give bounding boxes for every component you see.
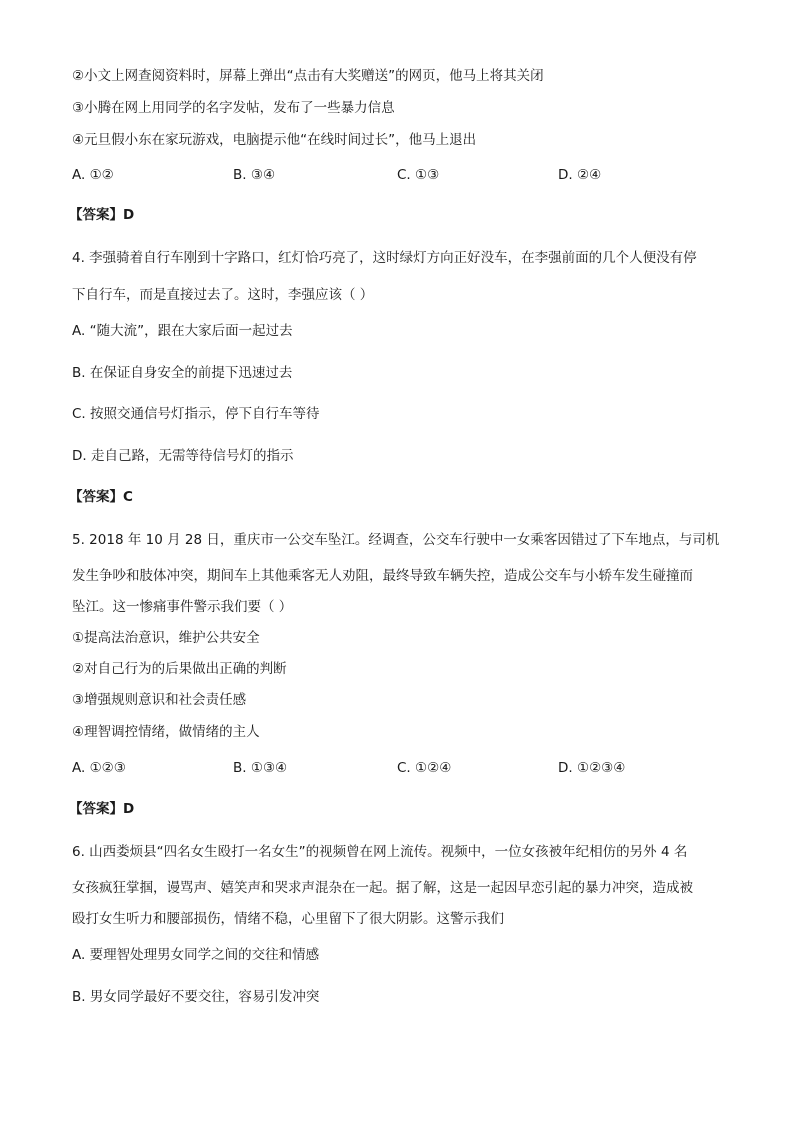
q3-item-4: ④元旦假小东在家玩游戏，电脑提示他“在线时间过长”，他马上退出 bbox=[72, 132, 477, 148]
q4-option-b: B. 在保证自身安全的前提下迅速过去 bbox=[72, 365, 293, 381]
q6-stem-line-2: 女孩疯狂掌掴，谩骂声、嬉笑声和哭求声混杂在一起。据了解，这是一起因早恋引起的暴力冲突，造成被 bbox=[72, 880, 693, 896]
q6-stem-line-3: 殴打女生听力和腰部损伤，情绪不稳，心里留下了很大阴影。这警示我们 bbox=[72, 911, 504, 927]
q4-stem-line-1: 4. 李强骑着自行车刚到十字路口，红灯恰巧亮了，这时绿灯方向正好没车，在李强前面的几个人便没有停 bbox=[72, 250, 697, 266]
q5-option-d: D. ①②③④ bbox=[558, 760, 626, 776]
q5-item-4: ④理智调控情绪，做情绪的主人 bbox=[72, 724, 260, 740]
q5-item-3: ③增强规则意识和社会责任感 bbox=[72, 692, 247, 708]
q5-item-2: ②对自己行为的后果做出正确的判断 bbox=[72, 661, 287, 677]
q3-option-c: C. ①③ bbox=[397, 167, 440, 183]
q3-answer: 【答案】D bbox=[69, 207, 135, 223]
q4-option-a: A. “随大流”，跟在大家后面一起过去 bbox=[72, 323, 293, 339]
q4-stem-line-2: 下自行车，而是直接过去了。这时，李强应该（ ） bbox=[72, 287, 374, 303]
q5-stem-line-3: 坠江。这一惨痛事件警示我们要（ ） bbox=[72, 599, 293, 615]
q3-option-b: B. ③④ bbox=[233, 167, 276, 183]
q5-option-b: B. ①③④ bbox=[233, 760, 288, 776]
q4-option-c: C. 按照交通信号灯指示，停下自行车等待 bbox=[72, 406, 320, 422]
q3-item-3: ③小腾在网上用同学的名字发帖，发布了一些暴力信息 bbox=[72, 100, 395, 116]
q5-answer: 【答案】D bbox=[69, 801, 135, 817]
q5-stem-line-1: 5. 2018 年 10 月 28 日，重庆市一公交车坠江。经调查，公交车行驶中一女乘客因错过了下车地点，与司机 bbox=[72, 532, 720, 548]
q5-stem-line-2: 发生争吵和肢体冲突，期间车上其他乘客无人劝阻，最终导致车辆失控，造成公交车与小轿车发生碰撞而 bbox=[72, 568, 693, 584]
q6-option-b: B. 男女同学最好不要交往，容易引发冲突 bbox=[72, 989, 320, 1005]
q3-option-d: D. ②④ bbox=[558, 167, 602, 183]
q3-item-2: ②小文上网查阅资料时，屏幕上弹出“点击有大奖赠送”的网页，他马上将其关闭 bbox=[72, 68, 544, 84]
q3-option-a: A. ①② bbox=[72, 167, 114, 183]
q5-item-1: ①提高法治意识，维护公共安全 bbox=[72, 630, 260, 646]
q4-answer: 【答案】C bbox=[69, 489, 133, 505]
q4-option-d: D. 走自己路，无需等待信号灯的指示 bbox=[72, 448, 294, 464]
q5-option-a: A. ①②③ bbox=[72, 760, 126, 776]
q5-option-c: C. ①②④ bbox=[397, 760, 452, 776]
q6-option-a: A. 要理智处理男女同学之间的交往和情感 bbox=[72, 947, 320, 963]
q6-stem-line-1: 6. 山西娄烦县“四名女生殴打一名女生”的视频曾在网上流传。视频中，一位女孩被年纪相仿的另外 4 名 bbox=[72, 844, 688, 860]
